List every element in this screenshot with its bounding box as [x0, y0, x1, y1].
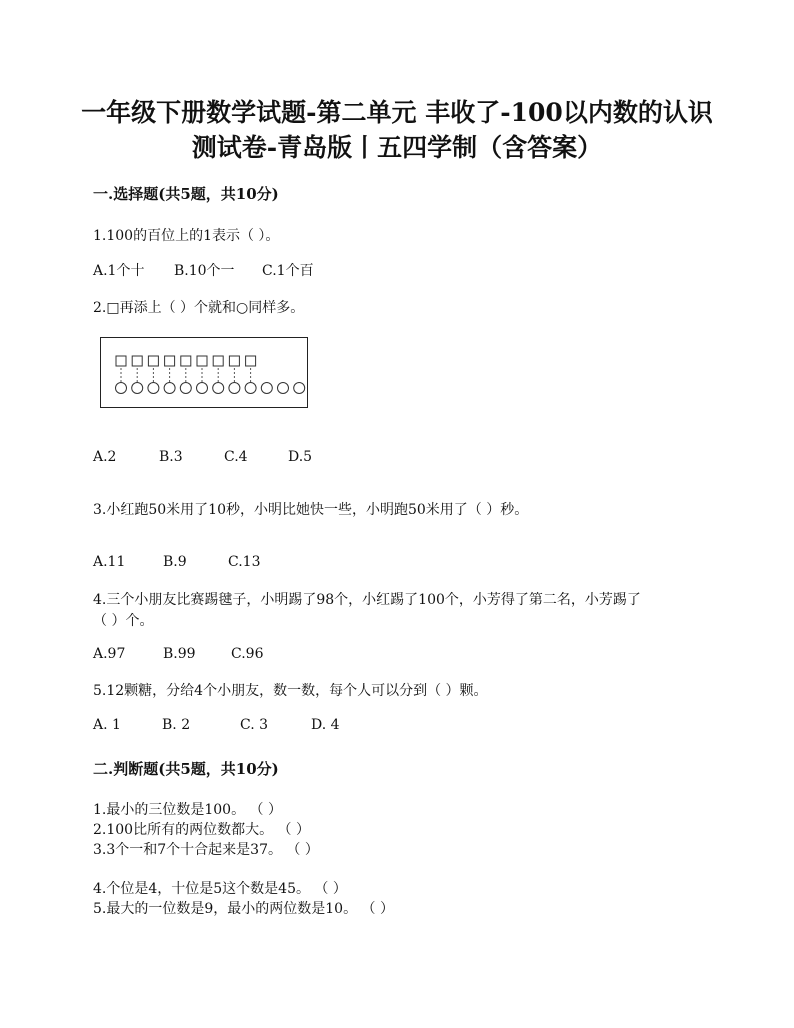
- square-mark: [181, 356, 191, 366]
- question-4-line2: （ ）个。: [93, 613, 154, 629]
- page-title-line2: 测试卷-青岛版丨五四学制（含答案）: [191, 133, 603, 162]
- q5-option-c: C. 3: [240, 717, 269, 733]
- q3-option-a: A.11: [93, 554, 126, 570]
- circle-mark: [213, 383, 224, 394]
- q2-figure: [100, 337, 308, 408]
- q2-option-a: A.2: [93, 449, 117, 465]
- circle-mark: [278, 383, 289, 394]
- section-heading-choice: 一.选择题(共5题，共10分): [93, 185, 279, 203]
- question-4-line1: 4.三个小朋友比赛踢毽子，小明踢了98个，小红踢了100个，小芳得了第二名，小芳踢了: [93, 592, 641, 608]
- q3-option-c: C.13: [228, 554, 261, 570]
- squares-circles-figure: [101, 338, 309, 409]
- q4-option-c: C.96: [231, 646, 264, 662]
- q1-option-c: C.1个百: [262, 263, 314, 279]
- question-5: 5.12颗糖，分给4个小朋友，数一数，每个人可以分到（ ）颗。: [93, 683, 488, 699]
- square-mark: [197, 356, 207, 366]
- square-mark: [246, 356, 256, 366]
- judgement-item-2: 2.100比所有的两位数都大。 （ ）: [93, 822, 310, 838]
- judgement-item-4: 4.个位是4，十位是5这个数是45。 （ ）: [93, 881, 347, 897]
- q5-option-a: A. 1: [93, 717, 121, 733]
- q3-option-b: B.9: [163, 554, 187, 570]
- circle-mark: [164, 383, 175, 394]
- square-mark: [229, 356, 239, 366]
- judgement-item-3: 3.3个一和7个十合起来是37。 （ ）: [93, 842, 319, 858]
- q2-option-c: C.4: [224, 449, 248, 465]
- circle-mark: [116, 383, 127, 394]
- q1-option-b: B.10个一: [174, 263, 235, 279]
- q2-option-d: D.5: [288, 449, 313, 465]
- q4-option-b: B.99: [163, 646, 196, 662]
- question-3: 3.小红跑50米用了10秒，小明比她快一些，小明跑50米用了（ ）秒。: [93, 502, 529, 518]
- circle-mark: [245, 383, 256, 394]
- square-mark: [165, 356, 175, 366]
- square-mark: [148, 356, 158, 366]
- square-mark: [213, 356, 223, 366]
- section-heading-judgement: 二.判断题(共5题，共10分): [93, 760, 279, 778]
- q5-option-b: B. 2: [162, 717, 191, 733]
- q1-option-a: A.1个十: [93, 263, 145, 279]
- square-mark: [132, 356, 142, 366]
- circle-mark: [132, 383, 143, 394]
- circle-mark: [261, 383, 272, 394]
- square-mark: [116, 356, 126, 366]
- circle-mark: [294, 383, 305, 394]
- q5-option-d: D. 4: [311, 717, 340, 733]
- judgement-item-5: 5.最大的一位数是9，最小的两位数是10。 （ ）: [93, 901, 394, 917]
- q2-option-b: B.3: [159, 449, 183, 465]
- judgement-item-1: 1.最小的三位数是100。 （ ）: [93, 802, 282, 818]
- question-2: 2.□再添上（ ）个就和○同样多。: [93, 300, 305, 316]
- q4-option-a: A.97: [93, 646, 126, 662]
- circle-mark: [197, 383, 208, 394]
- page-title-line1: 一年级下册数学试题-第二单元 丰收了-100以内数的认识: [81, 98, 713, 127]
- circle-mark: [180, 383, 191, 394]
- circle-mark: [148, 383, 159, 394]
- circle-mark: [229, 383, 240, 394]
- question-1: 1.100的百位上的1表示（ ）。: [93, 228, 280, 244]
